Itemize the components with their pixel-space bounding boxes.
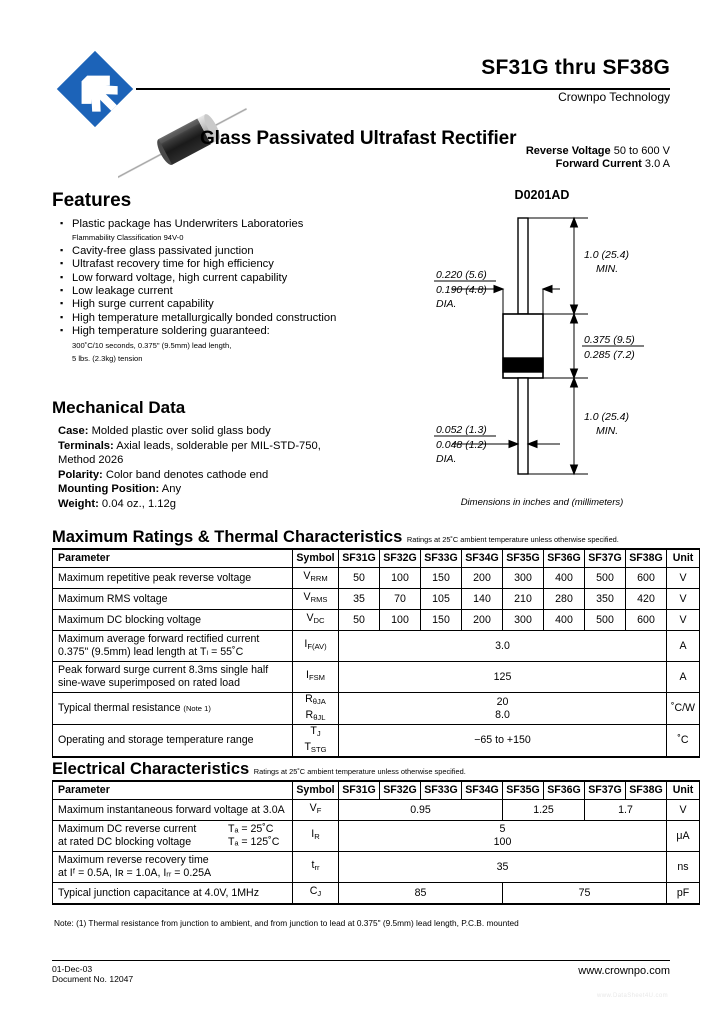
column-header: SF38G [626, 781, 667, 800]
column-header: SF32G [380, 549, 421, 568]
value-cell: 200 [462, 610, 503, 631]
symbol-sub: J [317, 889, 322, 899]
feature-item: ▪ High temperature metallurgically bonded construction [58, 312, 358, 325]
column-header: Unit [667, 549, 700, 568]
parameter-cell [53, 662, 293, 693]
parameter-cell [53, 725, 293, 758]
value-cell: 100 [380, 610, 421, 631]
feature-item-cont: Flammability Classification 94V-0 [72, 233, 184, 243]
elec-chars-subtitle: Ratings at 25˚C ambient temperature unless otherwise specified. [253, 767, 466, 776]
table-header-row [53, 781, 700, 800]
features-list [58, 218, 358, 365]
symbol-cell [293, 693, 339, 725]
value-text: 125 [493, 670, 512, 683]
parameter-text: Maximum reverse recovery time [58, 854, 209, 867]
dim-lead-dia-min: 0.048 (1.2) [436, 439, 487, 451]
symbol-cell [293, 725, 339, 758]
table-header-row [53, 549, 700, 568]
value-cell: 200 [462, 568, 503, 589]
unit-cell: ˚C [667, 725, 700, 758]
table-row [53, 693, 700, 725]
column-header: SF32G [380, 781, 421, 800]
value-cell: 150 [421, 568, 462, 589]
unit-cell: V [667, 800, 700, 821]
parameter-condition-2: Tₐ = 125˚C [228, 836, 280, 848]
parameter-condition: Tₐ = 25˚C [228, 823, 274, 836]
dim-lead-len-top-qual: MIN. [596, 263, 619, 275]
symbol-sub: DC [313, 616, 325, 626]
feature-item-cont: 5 lbs. (2.3kg) tension [72, 354, 143, 364]
value-cell [339, 662, 667, 693]
table-row [53, 725, 700, 758]
symbol-main: T [310, 725, 317, 738]
column-header: Symbol [293, 781, 339, 800]
symbol-sub: FSM [308, 673, 325, 683]
unit-cell: V [667, 568, 700, 589]
table-row [53, 589, 700, 610]
symbol-sub: rr [314, 863, 320, 873]
value-text: 3.0 [495, 639, 510, 652]
feature-item: ▪ Low forward voltage, high current capability [58, 272, 358, 285]
table-row [53, 662, 700, 693]
symbol-sub-2: θJL [313, 712, 326, 722]
feature-item-cont: 300˚C/10 seconds, 0.375" (9.5mm) lead length, [72, 340, 232, 350]
parameter-text: Maximum average forward rectified current [58, 633, 260, 646]
footer-website[interactable]: www.crownpo.com [578, 965, 670, 977]
value-cell [339, 725, 667, 758]
value-cell: 400 [544, 568, 585, 589]
mechanical-label: Polarity: [58, 468, 103, 481]
mechanical-row [58, 439, 358, 454]
value-cell: 1.7 [585, 800, 667, 821]
dim-body-dia-suffix: DIA. [436, 298, 457, 310]
parameter-cell [53, 631, 293, 662]
mechanical-row [58, 497, 358, 512]
feature-item: ▪ Low leakage current [58, 285, 358, 298]
parameter-cell [53, 883, 293, 905]
column-header: SF34G [462, 549, 503, 568]
feature-item: ▪ Cavity-free glass passivated junction [58, 245, 358, 258]
parameter-text: Typical junction capacitance at 4.0V, 1MHz [58, 886, 260, 899]
parameter-cell [53, 568, 293, 589]
forward-current-label: Forward Current [555, 158, 642, 170]
mechanical-value: Method 2026 [58, 454, 124, 467]
parameter-text: Peak forward surge current 8.3ms single half [58, 664, 269, 677]
table-row [53, 610, 700, 631]
symbol-sub: F [316, 806, 322, 816]
value-cell [339, 821, 667, 852]
feature-item: ▪ High temperature soldering guaranteed: [58, 325, 358, 338]
mechanical-label: Weight: [58, 497, 99, 510]
symbol-main: V [309, 802, 317, 815]
company-name: Crownpo Technology [558, 90, 670, 104]
unit-cell: A [667, 631, 700, 662]
features-heading: Features [52, 190, 132, 211]
parameter-text: Operating and storage temperature range [58, 734, 254, 747]
table-row [53, 852, 700, 883]
symbol-main: V [303, 570, 311, 583]
value-cell: 420 [626, 589, 667, 610]
column-header: Parameter [53, 781, 293, 800]
parameter-text-2: sine-wave superimposed on rated load [58, 677, 240, 689]
unit-cell: μA [667, 821, 700, 852]
symbol-sub: θJA [312, 697, 326, 706]
unit-cell: pF [667, 883, 700, 905]
symbol-main: I [306, 669, 309, 682]
parameter-cell [53, 610, 293, 631]
dim-body-len-min: 0.285 (7.2) [584, 349, 635, 361]
max-ratings-title: Maximum Ratings & Thermal Characteristics [52, 528, 403, 546]
mechanical-row [58, 482, 358, 497]
dim-lead-dia-suffix: DIA. [436, 453, 457, 465]
column-header: SF33G [421, 781, 462, 800]
value-cell: 105 [421, 589, 462, 610]
symbol-main: I [311, 828, 315, 841]
column-header: SF38G [626, 549, 667, 568]
value-cell: 500 [585, 568, 626, 589]
value-cell: 210 [503, 589, 544, 610]
symbol-main: V [306, 612, 314, 625]
max-ratings-heading [52, 528, 619, 547]
product-title: Glass Passivated Ultrafast Rectifier [200, 128, 517, 149]
unit-cell: V [667, 589, 700, 610]
value-cell [339, 631, 667, 662]
symbol-main: I [304, 638, 308, 651]
parameter-text-2: at Iᶠ = 0.5A, Iʀ = 1.0A, Iᵣᵣ = 0.25A [58, 867, 212, 879]
parameter-cell [53, 693, 293, 725]
value-text-2: 8.0 [495, 708, 510, 721]
unit-cell: ns [667, 852, 700, 883]
value-cell: 150 [421, 610, 462, 631]
symbol-cell [293, 631, 339, 662]
feature-item: ▪ Ultrafast recovery time for high efficiency [58, 258, 358, 271]
value-text: 20 [496, 696, 509, 708]
value-cell: 50 [339, 610, 380, 631]
value-text: 5 [499, 823, 506, 836]
symbol-cell [293, 610, 339, 631]
symbol-cell [293, 800, 339, 821]
symbol-cell [293, 821, 339, 852]
value-cell: 300 [503, 610, 544, 631]
symbol-sub: RMS [310, 595, 328, 605]
symbol-sub: RRM [310, 574, 328, 584]
dim-lead-dia-max: 0.052 (1.3) [436, 424, 487, 436]
value-cell: 50 [339, 568, 380, 589]
parameter-text: Maximum instantaneous forward voltage at 3.0A [58, 803, 285, 816]
max-ratings-table [52, 548, 700, 758]
dim-body-dia-min: 0.190 (4.8) [436, 284, 487, 296]
value-cell: 75 [503, 883, 667, 905]
column-header: SF34G [462, 781, 503, 800]
symbol-sub: F(AV) [307, 642, 327, 652]
symbol-main: C [309, 885, 318, 898]
mechanical-row [58, 424, 358, 439]
symbol-main: R [305, 693, 313, 705]
parameter-note: (Note 1) [183, 703, 211, 713]
value-cell: 85 [339, 883, 503, 905]
parameter-text: Typical thermal resistance [58, 701, 181, 714]
unit-cell: V [667, 610, 700, 631]
key-ratings [526, 145, 670, 171]
dim-lead-len-bot: 1.0 (25.4) [584, 411, 629, 423]
column-header: Unit [667, 781, 700, 800]
column-header: SF35G [503, 781, 544, 800]
parameter-text-2: 0.375" (9.5mm) lead length at Tₗ = 55˚C [58, 646, 244, 658]
dim-body-len-max: 0.375 (9.5) [584, 334, 635, 346]
table-row [53, 883, 700, 905]
value-cell: 1.25 [503, 800, 585, 821]
max-ratings-subtitle: Ratings at 25˚C ambient temperature unless otherwise specified. [406, 535, 619, 544]
symbol-cell [293, 662, 339, 693]
symbol-cell [293, 568, 339, 589]
column-header: SF35G [503, 549, 544, 568]
mechanical-value: Color band denotes cathode end [105, 468, 269, 481]
mechanical-label: Mounting Position: [58, 483, 160, 496]
value-cell [339, 693, 667, 725]
feature-item: ▪ High surge current capability [58, 298, 358, 311]
footer-divider [52, 960, 670, 961]
reverse-voltage-value: 50 to 600 V [613, 145, 670, 157]
mechanical-heading: Mechanical Data [52, 398, 186, 417]
symbol-sub-2: STG [310, 744, 327, 754]
value-cell: 70 [380, 589, 421, 610]
package-name: D0201AD [514, 188, 570, 202]
value-cell: 350 [585, 589, 626, 610]
unit-cell: A [667, 662, 700, 693]
footnote: Note: (1) Thermal resistance from junction to ambient, and from junction to lead at 0.375" (9.5mm) lead length, P.C.B. mounted [54, 918, 519, 928]
symbol-cell [293, 883, 339, 905]
forward-current-value: 3.0 A [644, 158, 670, 170]
mechanical-value: Axial leads, solderable per MIL-STD-750, [116, 439, 321, 452]
column-header: SF36G [544, 781, 585, 800]
symbol-sub: R [314, 832, 320, 842]
table-row [53, 568, 700, 589]
symbol-cell [293, 589, 339, 610]
footer-left [52, 964, 133, 985]
mechanical-value: 0.04 oz., 1.12g [101, 497, 176, 510]
elec-chars-title: Electrical Characteristics [52, 760, 250, 778]
column-header: SF31G [339, 781, 380, 800]
value-cell: 300 [503, 568, 544, 589]
unit-cell: ˚C/W [667, 693, 700, 725]
symbol-main-2: T [304, 740, 311, 753]
value-cell [339, 852, 667, 883]
value-cell: 600 [626, 568, 667, 589]
column-header: SF31G [339, 549, 380, 568]
symbol-sub: J [316, 729, 321, 739]
symbol-main: V [303, 591, 311, 604]
dim-lead-len-top: 1.0 (25.4) [584, 249, 629, 261]
elec-chars-table [52, 780, 700, 905]
value-cell: 0.95 [339, 800, 503, 821]
mechanical-label: Terminals: [58, 439, 114, 452]
parameter-text: Maximum RMS voltage [58, 592, 168, 605]
parameter-cell [53, 821, 293, 852]
package-drawing [392, 188, 692, 508]
watermark: www.DataSheet4U.com [597, 993, 668, 999]
mechanical-list [58, 424, 358, 512]
column-header: SF36G [544, 549, 585, 568]
parameter-cell [53, 852, 293, 883]
column-header: Parameter [53, 549, 293, 568]
parameter-text: Maximum repetitive peak reverse voltage [58, 571, 252, 584]
value-text-2: 100 [493, 836, 512, 848]
parameter-cell [53, 589, 293, 610]
feature-item: ▪ Plastic package has Underwriters Laboratories [58, 218, 358, 231]
column-header: SF33G [421, 549, 462, 568]
column-header: Symbol [293, 549, 339, 568]
value-cell: 100 [380, 568, 421, 589]
page-title: SF31G thru SF38G [481, 56, 670, 79]
dim-body-dia-max: 0.220 (5.6) [436, 269, 487, 281]
mechanical-row [58, 468, 358, 483]
elec-chars-heading [52, 760, 466, 779]
value-cell: 140 [462, 589, 503, 610]
parameter-text: Maximum DC blocking voltage [58, 613, 202, 626]
dim-lead-len-bot-qual: MIN. [596, 425, 619, 437]
package-dimension-note: Dimensions in inches and (millimeters) [460, 497, 624, 508]
footer-date: 01-Dec-03 [52, 964, 93, 974]
mechanical-label: Case: [58, 425, 89, 437]
symbol-main: t [311, 859, 315, 872]
table-row [53, 800, 700, 821]
value-text: 35 [496, 860, 509, 873]
symbol-main-2: R [305, 708, 314, 721]
parameter-cell [53, 800, 293, 821]
value-cell: 400 [544, 610, 585, 631]
value-text: −65 to +150 [474, 734, 531, 747]
parameter-text: Maximum DC reverse current [58, 823, 197, 836]
value-cell: 35 [339, 589, 380, 610]
table-row [53, 821, 700, 852]
column-header: SF37G [585, 549, 626, 568]
value-cell: 600 [626, 610, 667, 631]
value-cell: 280 [544, 589, 585, 610]
mechanical-row [58, 453, 358, 468]
mechanical-value: Molded plastic over solid glass body [91, 425, 271, 437]
mechanical-value: Any [161, 483, 182, 496]
column-header: SF37G [585, 781, 626, 800]
symbol-cell [293, 852, 339, 883]
parameter-text-2: at rated DC blocking voltage [58, 836, 192, 848]
reverse-voltage-label: Reverse Voltage [525, 145, 611, 157]
value-cell: 500 [585, 610, 626, 631]
footer-document-no: Document No. 12047 [52, 974, 134, 985]
table-row [53, 631, 700, 662]
